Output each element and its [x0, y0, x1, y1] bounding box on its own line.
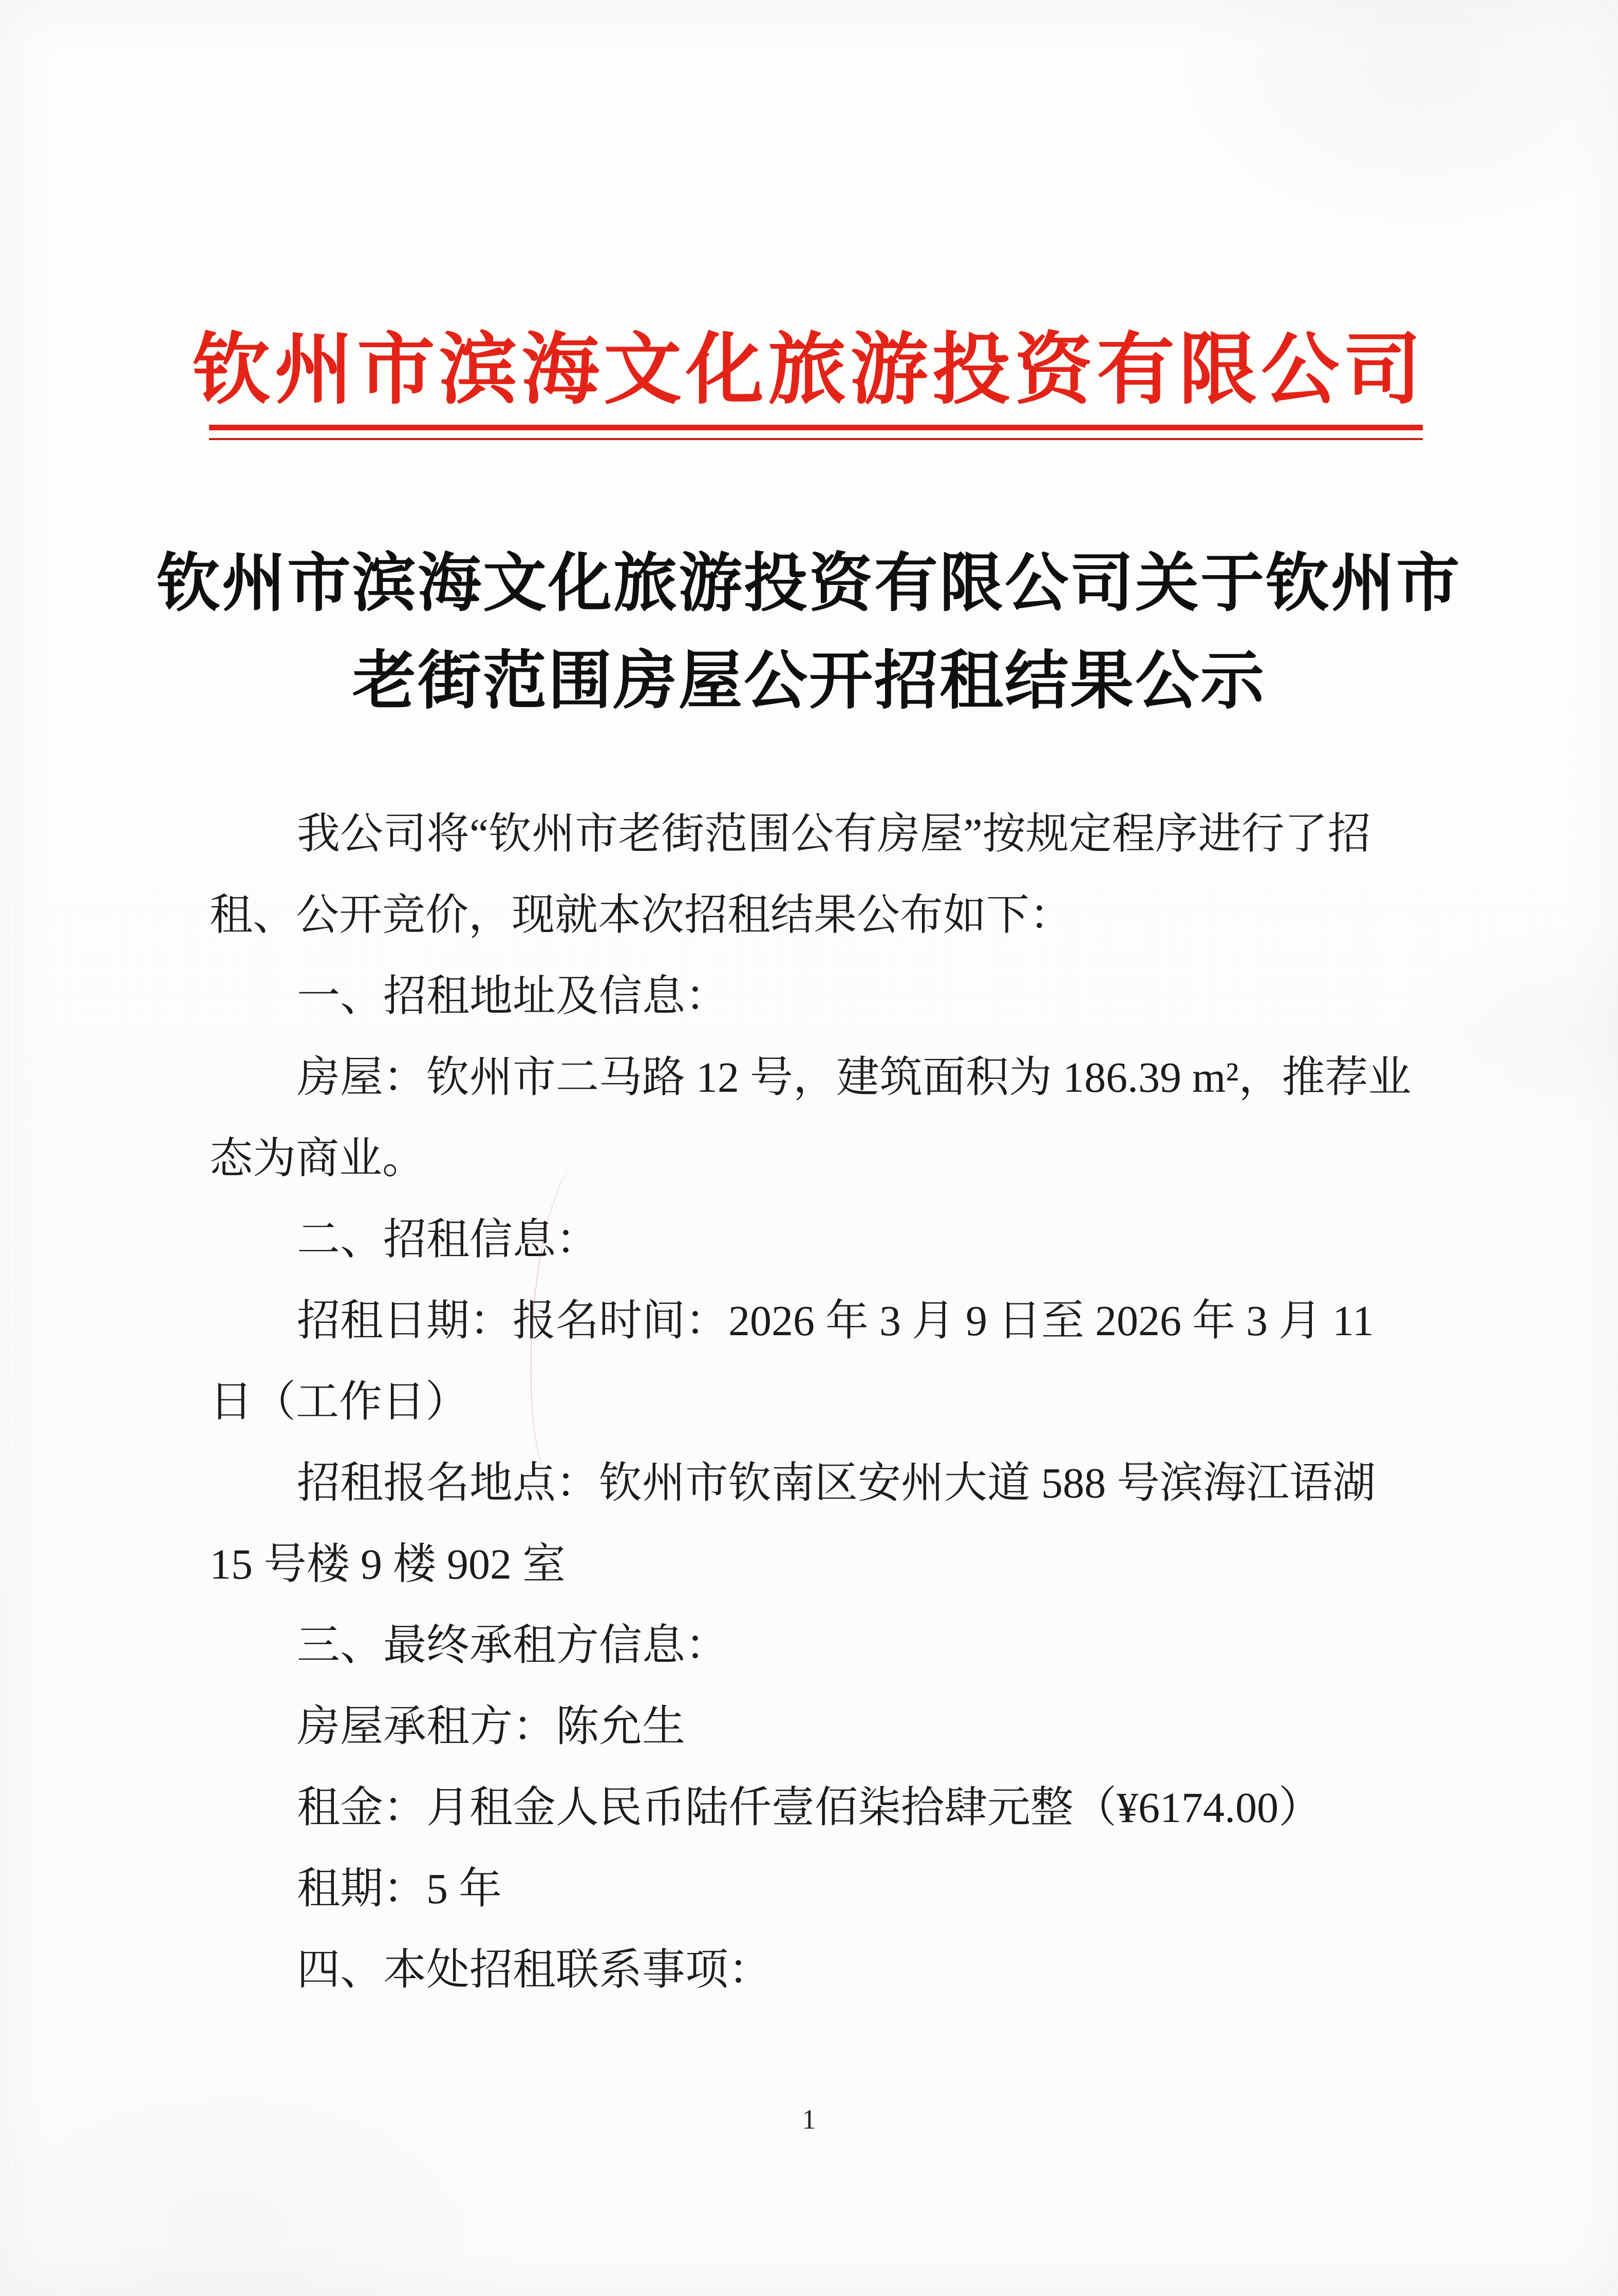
body-line-10: 15 号楼 9 楼 902 室: [210, 1541, 566, 1588]
letterhead-rule-thick: [209, 425, 1423, 430]
body-line-2: 租、公开竞价，现就本次招租结果公布如下：: [210, 891, 1073, 939]
body-line-8: 日（工作日）: [210, 1378, 469, 1426]
document-body: [210, 794, 1423, 2011]
document-title-line1: 钦州市滨海文化旅游投资有限公司关于钦州市: [156, 548, 1461, 619]
letterhead-rule-thin: [209, 438, 1423, 440]
body-line-3: 一、招租地址及信息：: [297, 973, 729, 1020]
body-line-1: 我公司将“钦州市老街范围公有房屋”按规定程序进行了招: [297, 810, 1371, 858]
body-line-4: 房屋：钦州市二马路 12 号，建筑面积为 186.39 m²，推荐业: [297, 1054, 1412, 1102]
body-line-14: 租期：5 年: [297, 1865, 502, 1913]
body-line-12: 房屋承租方：陈允生: [297, 1703, 686, 1751]
body-line-11: 三、最终承租方信息：: [297, 1622, 729, 1669]
body-line-7: 招租日期：报名时间：2026 年 3 月 9 日至 2026 年 3 月 11: [297, 1297, 1374, 1345]
body-line-13: 租金：月租金人民币陆仟壹佰柒拾肆元整（¥6174.00）: [297, 1784, 1322, 1832]
letterhead-company-name: 钦州市滨海文化旅游投资有限公司: [193, 326, 1425, 413]
body-line-6: 二、招租信息：: [297, 1216, 599, 1264]
document-title: [103, 535, 1515, 730]
document-title-line2: 老街范围房屋公开招租结果公示: [352, 646, 1266, 716]
body-line-5: 态为商业。: [210, 1135, 426, 1183]
body-line-9: 招租报名地点：钦州市钦南区安州大道 588 号滨海江语湖: [297, 1459, 1376, 1507]
body-line-15: 四、本处招租联系事项：: [297, 1946, 772, 1994]
page-number: 1: [802, 2104, 816, 2135]
